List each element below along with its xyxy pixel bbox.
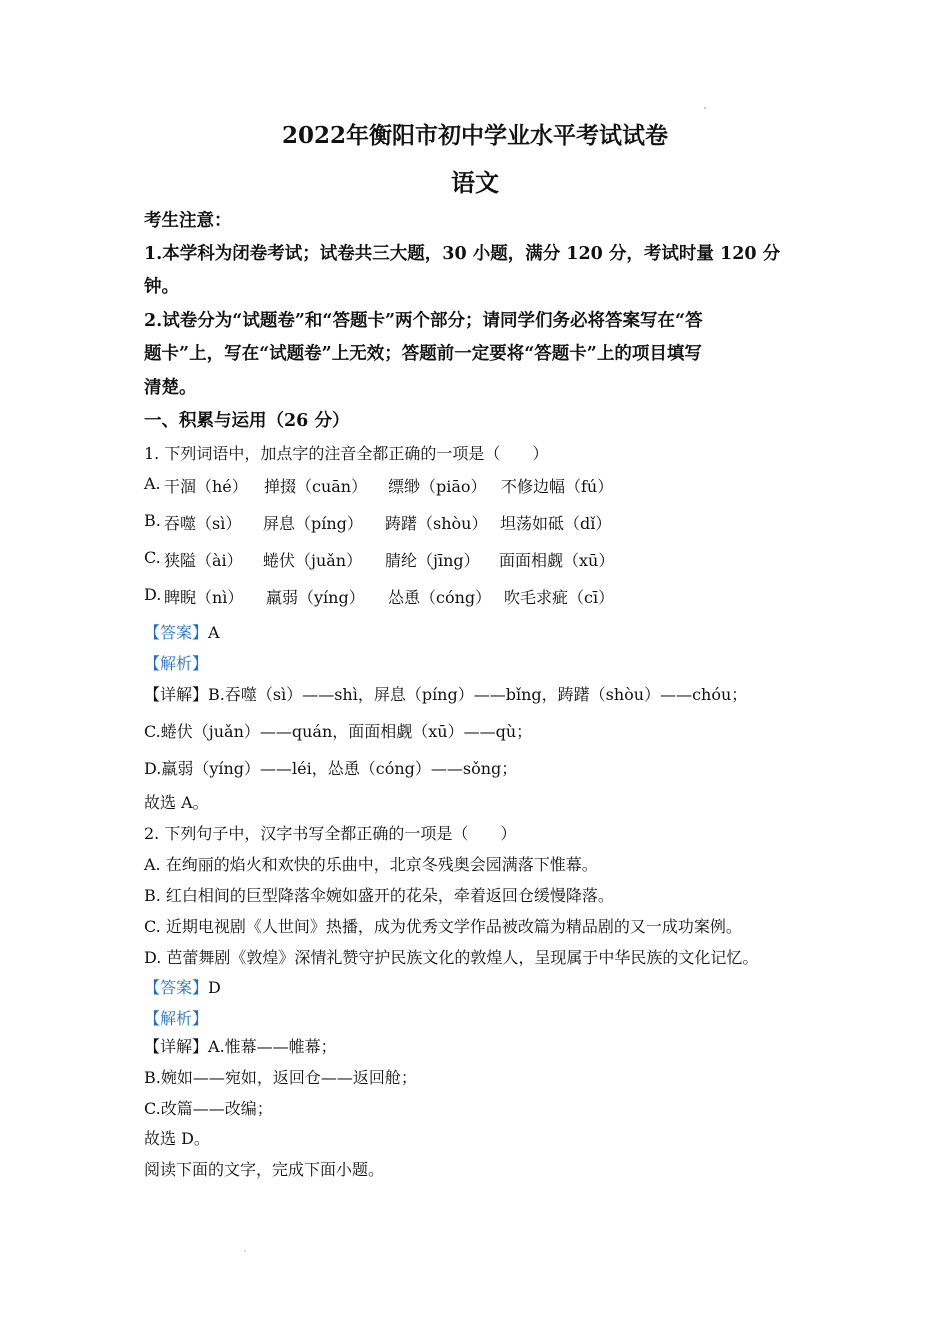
q1-detail-2: C.蜷伏（juǎn）——quán，面面相觑（xū）——qù； bbox=[144, 722, 533, 741]
q2-option-a: A. 在绚丽的焰火和欢快的乐曲中，北京冬残奥会园满落下惟幕。 bbox=[144, 855, 598, 874]
q1-stem: 1. 下列词语中，加点字的注音全都正确的一项是（ ） bbox=[144, 444, 549, 463]
option-item: 睥睨（nì） bbox=[164, 588, 244, 607]
option-item: 干涸（hé） bbox=[164, 477, 248, 496]
option-label: B. bbox=[144, 511, 161, 530]
detail-tag: 【详解】 bbox=[144, 1037, 209, 1056]
reading-intro: 阅读下面的文字，完成下面小题。 bbox=[144, 1160, 385, 1179]
notice-line-1a: 1.本学科为闭卷考试；试卷共三大题，30 小题，满分 120 分，考试时量 120 分 bbox=[144, 244, 781, 264]
q2-conclusion: 故选 D。 bbox=[144, 1129, 210, 1148]
q2-detail-3: C.改篇——改编； bbox=[144, 1099, 273, 1118]
option-item: 掸掇（cuān） bbox=[264, 477, 368, 496]
answer-tag: 【答案】 bbox=[144, 623, 209, 642]
notice-line-2b: 题卡”上，写在“试题卷”上无效；答题前一定要将“答题卡”上的项目填写 bbox=[144, 344, 702, 364]
answer-value: A bbox=[208, 623, 220, 642]
option-item: 屏息（píng） bbox=[263, 514, 363, 533]
detail-text: A.惟幕——帷幕； bbox=[208, 1037, 337, 1056]
option-item: 坦荡如砥（dǐ） bbox=[500, 514, 612, 533]
q1-detail-3: D.羸弱（yíng）——léi，怂恿（cóng）——sǒng； bbox=[144, 759, 518, 778]
scan-speck bbox=[244, 1250, 246, 1252]
detail-tag: 【详解】 bbox=[144, 685, 209, 704]
notice-line-2a: 2.试卷分为“试题卷”和“答题卡”两个部分；请同学们务必将答案写在“答 bbox=[144, 311, 703, 331]
option-item: 羸弱（yíng） bbox=[266, 588, 365, 607]
scan-speck bbox=[704, 107, 706, 109]
q1-analysis-tag: 【解析】 bbox=[144, 654, 209, 673]
q2-detail-1 bbox=[144, 1034, 337, 1057]
option-label: A. bbox=[144, 474, 161, 493]
notice-line-1b: 钟。 bbox=[144, 277, 179, 297]
q1-conclusion: 故选 A。 bbox=[144, 793, 209, 812]
option-item: 面面相觑（xū） bbox=[499, 551, 615, 570]
q2-answer bbox=[144, 975, 221, 998]
notice-heading: 考生注意： bbox=[144, 211, 232, 231]
option-item: 踌躇（shòu） bbox=[385, 514, 488, 533]
option-item: 腈纶（jīng） bbox=[385, 551, 480, 570]
option-item: 狭隘（ài） bbox=[164, 551, 243, 570]
option-label: D. bbox=[144, 585, 162, 604]
answer-value: D bbox=[208, 978, 221, 997]
subject-title: 语文 bbox=[451, 168, 499, 197]
q2-detail-2: B.婉如——宛如，返回仓——返回舱； bbox=[144, 1068, 417, 1087]
q2-option-d: D. 芭蕾舞剧《敦煌》深情礼赞守护民族文化的敦煌人，呈现属于中华民族的文化记忆。 bbox=[144, 948, 759, 967]
section1-heading: 一、积累与运用（26 分） bbox=[144, 411, 350, 431]
q2-option-c: C. 近期电视剧《人世间》热播，成为优秀文学作品被改篇为精品剧的又一成功案例。 bbox=[144, 917, 742, 936]
notice-line-2c: 清楚。 bbox=[144, 378, 197, 398]
q2-analysis-tag: 【解析】 bbox=[144, 1009, 209, 1028]
q1-answer bbox=[144, 620, 220, 643]
option-item: 吹毛求疵（cī） bbox=[504, 588, 615, 607]
answer-tag: 【答案】 bbox=[144, 978, 209, 997]
option-item: 怂恿（cóng） bbox=[388, 588, 492, 607]
q2-stem: 2. 下列句子中，汉字书写全都正确的一项是（ ） bbox=[144, 824, 517, 843]
q1-detail-1 bbox=[144, 682, 747, 705]
detail-text: B.吞噬（sì）——shì，屏息（píng）——bǐng，踌躇（shòu）——chóu； bbox=[208, 685, 748, 704]
q2-option-b: B. 红白相间的巨型降落伞婉如盛开的花朵，牵着返回仓缓慢降落。 bbox=[144, 886, 614, 905]
option-item: 吞噬（sì） bbox=[164, 514, 242, 533]
exam-title: 2022年衡阳市初中学业水平考试试卷 bbox=[281, 122, 668, 149]
option-item: 蜷伏（juǎn） bbox=[263, 551, 363, 570]
option-label: C. bbox=[144, 548, 161, 567]
option-item: 缥缈（piāo） bbox=[388, 477, 487, 496]
option-item: 不修边幅（fú） bbox=[501, 477, 614, 496]
